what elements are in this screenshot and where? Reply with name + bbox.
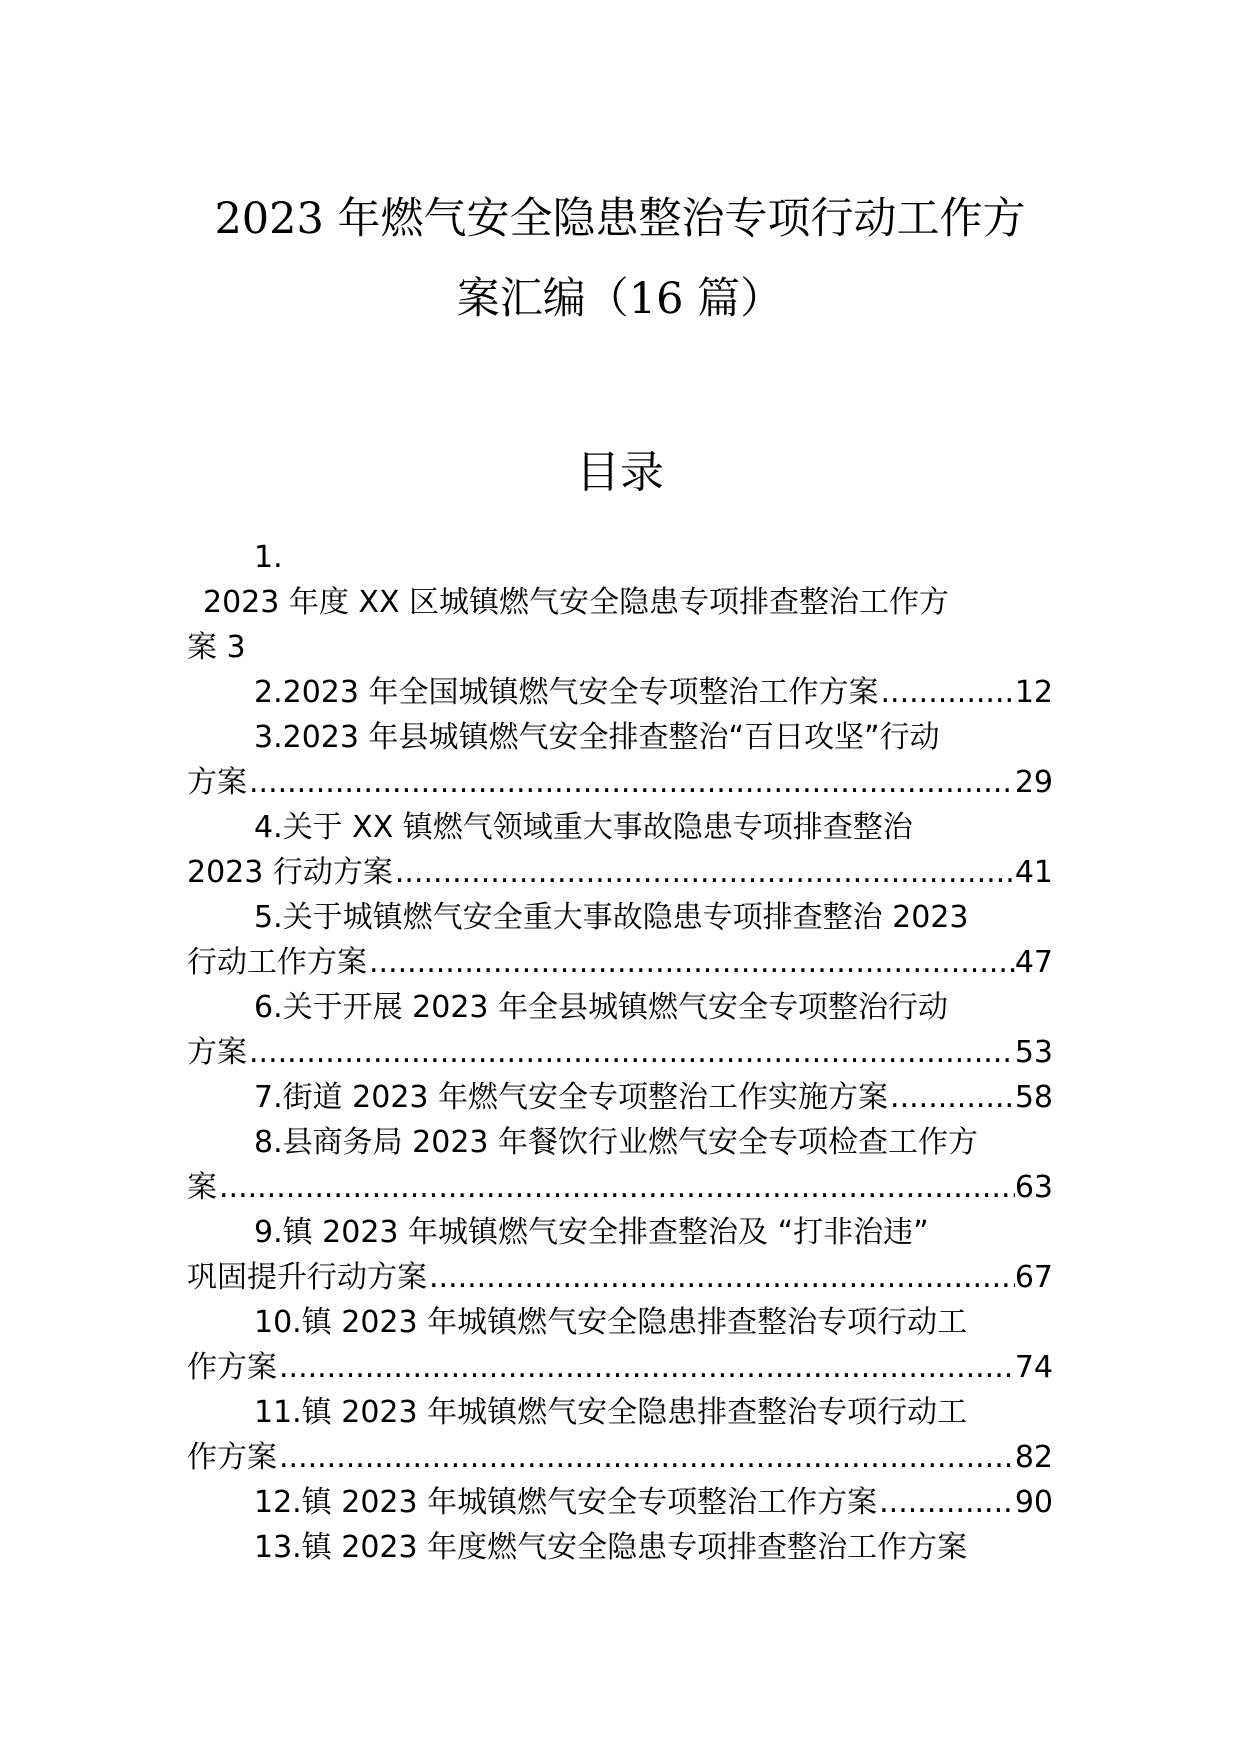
toc-entry-title: 2023 年度 XX 区城镇燃气安全隐患专项排查整治工作方 (203, 585, 950, 620)
toc-entry-title: 1. (254, 540, 283, 575)
toc-entry-title: 11.镇 2023 年城镇燃气安全隐患排查整治专项行动工 (254, 1395, 968, 1430)
toc-entry-title: 巩固提升行动方案 (187, 1260, 427, 1295)
toc-entry-line (187, 625, 1053, 670)
toc-entry-title: 2023 行动方案 (187, 855, 393, 890)
toc-entry-page-number: 12 (1014, 675, 1053, 710)
toc-entry-title: 5.关于城镇燃气安全重大事故隐患专项排查整治 2023 (254, 900, 969, 935)
toc-dot-leader (877, 1480, 1015, 1525)
toc-dot-leader (217, 1165, 1015, 1210)
toc-entry-line (187, 895, 1053, 940)
toc-entry-page-number: 29 (1014, 765, 1053, 800)
toc-entry-title: 9.镇 2023 年城镇燃气安全排查整治及 “打非治违” (254, 1215, 929, 1250)
toc-entry-line (187, 985, 1053, 1030)
toc-entry-title: 行动工作方案 (187, 945, 367, 980)
document-title-line-2: 案汇编（16 篇） (456, 274, 784, 324)
toc-entry-page-number: 63 (1014, 1170, 1053, 1205)
toc-entry-line (187, 1345, 1053, 1390)
toc-entry-title: 2.2023 年全国城镇燃气安全专项整治工作方案 (254, 675, 879, 710)
toc-entry-title: 7.街道 2023 年燃气安全专项整治工作实施方案 (254, 1080, 889, 1115)
toc-entry-line (187, 1480, 1053, 1525)
toc-entry-line (187, 1435, 1053, 1480)
toc-entry-title: 作方案 (187, 1350, 277, 1385)
toc-entry-line (187, 670, 1053, 715)
toc-entry-line (187, 1525, 1053, 1570)
toc-dot-leader (879, 670, 1015, 715)
toc-entry-line (187, 1165, 1053, 1210)
toc-entry-line (187, 1120, 1053, 1165)
toc-entry-title: 案 (187, 1170, 217, 1205)
toc-entry-line (187, 940, 1053, 985)
toc-entry-page-number: 53 (1014, 1035, 1053, 1070)
toc-entry-title: 10.镇 2023 年城镇燃气安全隐患排查整治专项行动工 (254, 1305, 968, 1340)
toc-entry-title: 4.关于 XX 镇燃气领域重大事故隐患专项排查整治 (254, 810, 913, 845)
toc-entry-line (187, 1390, 1053, 1435)
toc-entry-title: 案 3 (187, 630, 246, 665)
toc-dot-leader (367, 940, 1015, 985)
toc-entry-line (187, 535, 1053, 580)
toc-entry-line (187, 805, 1053, 850)
toc-entry-title: 13.镇 2023 年度燃气安全隐患专项排查整治工作方案 (254, 1530, 968, 1565)
toc-entry-title: 3.2023 年县城镇燃气安全排查整治“百日攻坚”行动 (254, 720, 940, 755)
toc-entry-line (187, 850, 1053, 895)
toc-entry-line (187, 1300, 1053, 1345)
toc-dot-leader (888, 1075, 1015, 1120)
toc-entry-page-number: 67 (1014, 1260, 1053, 1295)
toc-entry-title: 方案 (187, 765, 247, 800)
toc-heading: 目录 (576, 447, 664, 498)
toc-dot-leader (393, 850, 1015, 895)
toc-entry-page-number: 47 (1014, 945, 1053, 980)
toc-entry-title: 作方案 (187, 1440, 277, 1475)
toc-entry-page-number: 74 (1014, 1350, 1053, 1385)
toc-entry-page-number: 90 (1014, 1485, 1053, 1520)
document-title-line-1: 2023 年燃气安全隐患整治专项行动工作方 (214, 194, 1026, 244)
toc-entry-page-number: 58 (1014, 1080, 1053, 1115)
toc-entry-title: 8.县商务局 2023 年餐饮行业燃气安全专项检查工作方 (254, 1125, 979, 1160)
toc-entry-line (187, 1030, 1053, 1075)
toc-entry-line (187, 1255, 1053, 1300)
toc-entry-line (187, 1075, 1053, 1120)
toc-dot-leader (427, 1255, 1015, 1300)
toc-entry-page-number: 41 (1014, 855, 1053, 890)
toc-entry-line (187, 715, 1053, 760)
toc-entry-line (187, 760, 1053, 805)
toc-dot-leader (247, 1030, 1015, 1075)
toc-entry-title: 6.关于开展 2023 年全县城镇燃气安全专项整治行动 (254, 990, 949, 1025)
toc-entry-title: 12.镇 2023 年城镇燃气安全专项整治工作方案 (254, 1485, 878, 1520)
toc-entry-line (187, 580, 1053, 625)
toc-entry-line (187, 1210, 1053, 1255)
toc-dot-leader (277, 1345, 1015, 1390)
toc-dot-leader (277, 1435, 1015, 1480)
toc-entry-title: 方案 (187, 1035, 247, 1070)
toc-dot-leader (247, 760, 1015, 805)
toc-entry-page-number: 82 (1014, 1440, 1053, 1475)
